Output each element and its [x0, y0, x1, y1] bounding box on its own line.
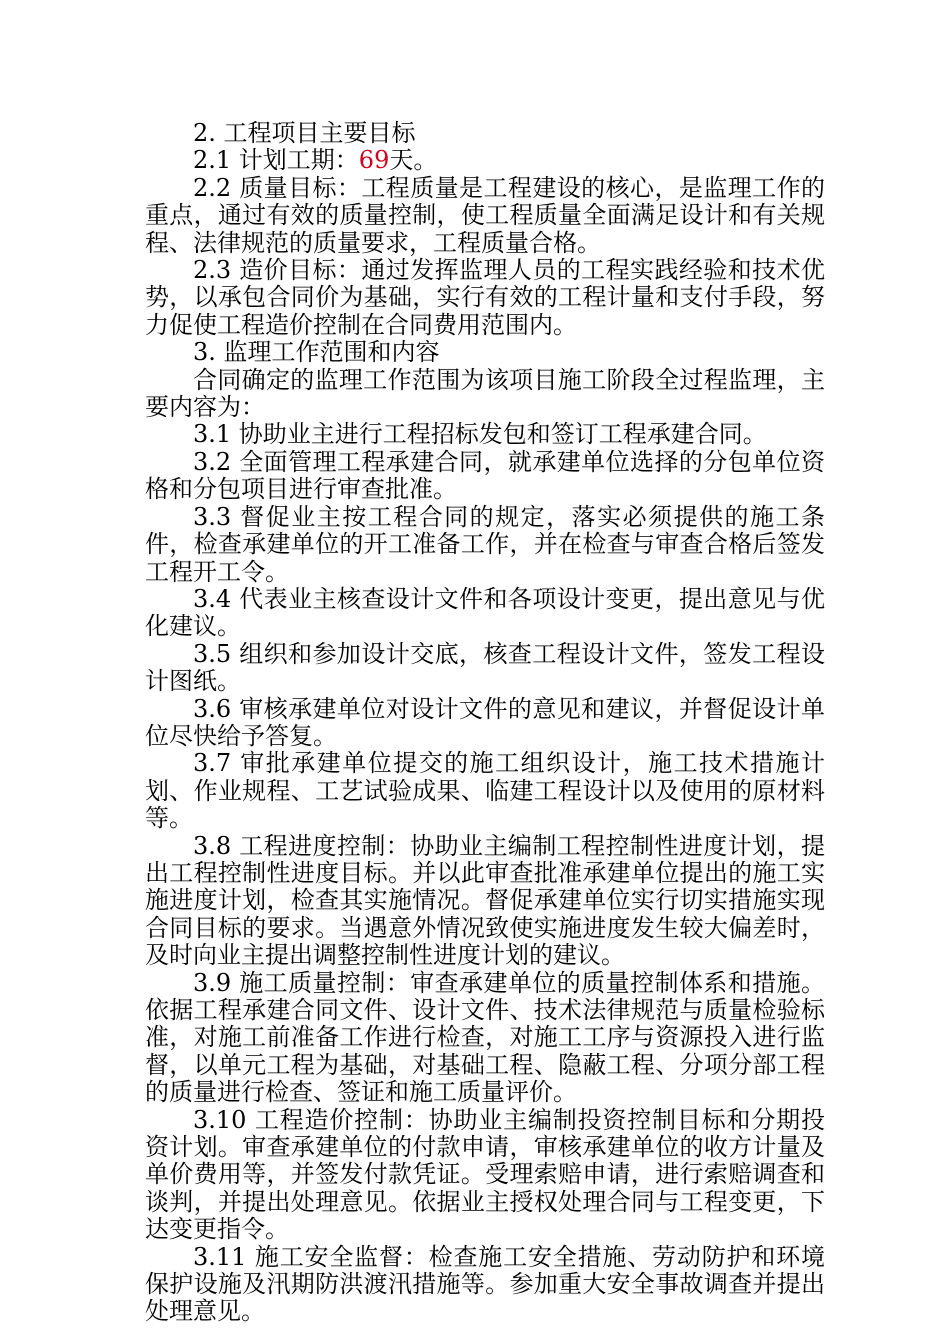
- duration-value: 69: [358, 146, 390, 175]
- paragraph-3-7: 3.7 审批承建单位提交的施工组织设计，施工技术措施计划、作业规程、工艺试验成果、临建工程设计以及使用的原材料等。: [145, 749, 825, 833]
- section-heading-3: 3. 监理工作范围和内容: [193, 338, 440, 367]
- paragraph-3-11: 3.11 施工安全监督：检查施工安全措施、劳动防护和环境保护设施及汛期防洪渡汛措施等。参加重大安全事故调查并提出处理意见。: [145, 1242, 825, 1326]
- section-heading-2: 2. 工程项目主要目标: [193, 119, 416, 147]
- paragraph-2-1-unit: 天。: [389, 146, 438, 175]
- paragraph-3-intro: 合同确定的监理工作范围为该项目施工阶段全过程监理，主要内容为：: [145, 365, 825, 422]
- paragraph-3-5: 3.5 组织和参加设计交底，核查工程设计文件，签发工程设计图纸。: [145, 639, 825, 696]
- document-page: [145, 120, 825, 1326]
- paragraph-3-9: 3.9 施工质量控制：审查承建单位的质量控制体系和措施。依据工程承建合同文件、设计文件、技术法律规范与质量检验标准，对施工前准备工作进行检查，对施工工序与资源投入进行监督，以单元工程为基础，对基础工程、隐蔽工程、分项分部工程的质量进行检查、签证和施工质量评价。: [145, 968, 825, 1107]
- paragraph-2-2: 2.2 质量目标：工程质量是工程建设的核心，是监理工作的重点，通过有效的质量控制，使工程质量全面满足设计和有关规程、法律规范的质量要求，工程质量合格。: [145, 173, 825, 257]
- paragraph-3-6: 3.6 审核承建单位对设计文件的意见和建议，并督促设计单位尽快给予答复。: [145, 694, 825, 750]
- paragraph-3-8: 3.8 工程进度控制：协助业主编制工程控制性进度计划，提出工程控制性进度目标。并以此审查批准承建单位提出的施工实施进度计划，检查其实施情况。督促承建单位实行切实措施实现合同目标的要求。当遇意外情况致使实施进度发生较大偏差时，及时向业主提出调整控制性进度计划的建议。: [145, 831, 825, 970]
- paragraph-3-4: 3.4 代表业主核查设计文件和各项设计变更，提出意见与优化建议。: [145, 584, 825, 641]
- paragraph-2-1: [145, 147, 825, 174]
- paragraph-3-1: 3.1 协助业主进行工程招标发包和签订工程承建合同。: [193, 420, 767, 449]
- paragraph-2-3: 2.3 造价目标：通过发挥监理人员的工程实践经验和技术优势，以承包合同价为基础，实行有效的工程计量和支付手段，努力促使工程造价控制在合同费用范围内。: [145, 256, 825, 339]
- paragraph-3-2: 3.2 全面管理工程承建合同，就承建单位选择的分包单位资格和分包项目进行审查批准。: [145, 447, 825, 504]
- paragraph-2-1-label: 2.1 计划工期：: [193, 146, 359, 175]
- paragraph-3-10: 3.10 工程造价控制：协助业主编制投资控制目标和分期投资计划。审查承建单位的付款申请，审核承建单位的收方计量及单价费用等，并签发付款凭证。受理索赔申请，进行索赔调查和谈判，并提出处理意见。依据业主授权处理合同与工程变更，下达变更指令。: [145, 1105, 825, 1244]
- paragraph-3-3: 3.3 督促业主按工程合同的规定，落实必须提供的施工条件，检查承建单位的开工准备工作，并在检查与审查合格后签发工程开工令。: [145, 502, 825, 586]
